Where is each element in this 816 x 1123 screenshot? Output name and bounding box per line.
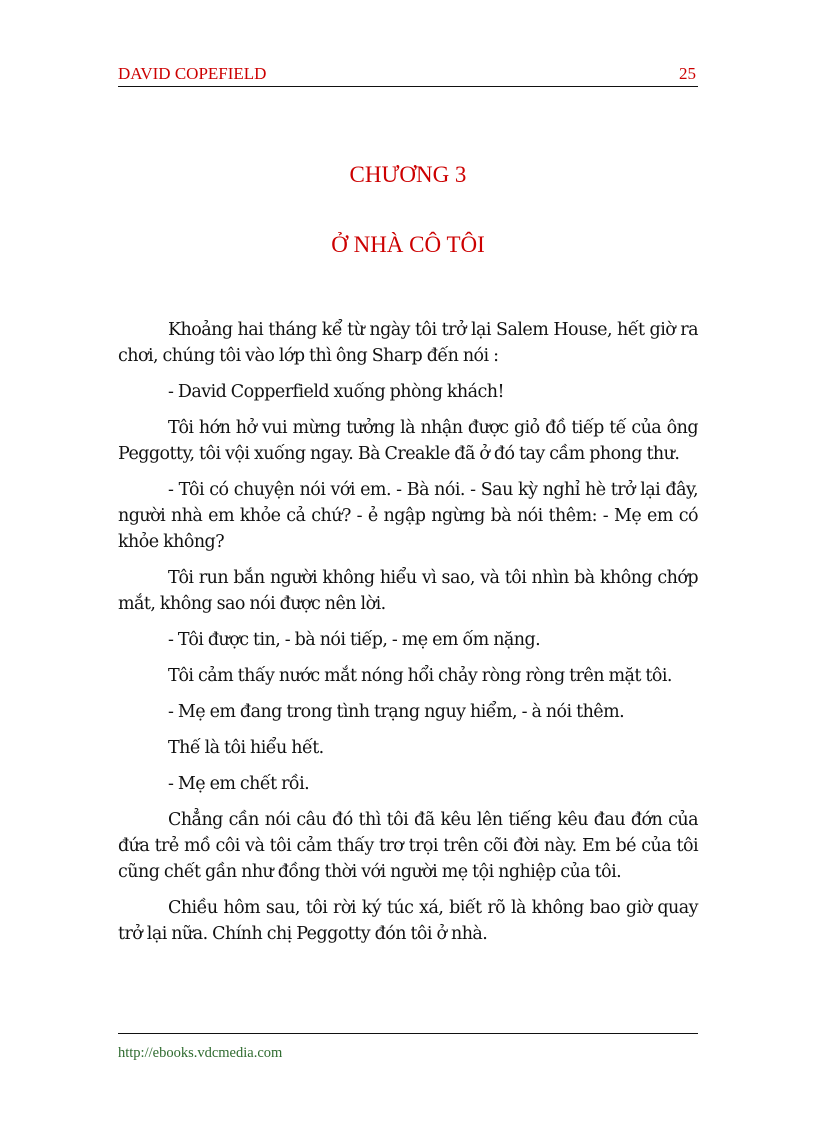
paragraph: - Mẹ em đang trong tình trạng nguy hiểm, - à nói thêm. <box>168 702 625 722</box>
chapter-title: Ở NHÀ CÔ TÔI <box>331 232 485 257</box>
paragraph: - Tôi có chuyện nói với em. - Bà nói. - Sau kỳ nghỉ hè trở lại đây, người nhà em khỏe cả chứ? - ẻ ngập ngừng bà nói thêm: - Mẹ em có khỏe không? <box>118 480 698 552</box>
paragraph: Chiều hôm sau, tôi rời ký túc xá, biết rõ là không bao giờ quay trở lại nữa. Chính chị Peggotty đón tôi ở nhà. <box>118 898 698 944</box>
paragraph: Chẳng cần nói câu đó thì tôi đã kêu lên tiếng kêu đau đớn của đứa trẻ mồ côi và tôi cảm thấy trơ trọi trên cõi đời này. Em bé của tôi cũng chết gần như đồng thời với người mẹ tội nghiệp của tôi. <box>118 810 698 882</box>
source-link[interactable]: http://ebooks.vdcmedia.com <box>118 1045 283 1061</box>
paragraph: Tôi hớn hở vui mừng tưởng là nhận được giỏ đồ tiếp tế của ông Peggotty, tôi vội xuống ngay. Bà Creakle đã ở đó tay cầm phong thư. <box>118 418 698 464</box>
page-header <box>118 62 698 87</box>
paragraph: Tôi cảm thấy nước mắt nóng hổi chảy ròng ròng trên mặt tôi. <box>168 666 672 686</box>
book-title: DAVID COPEFIELD <box>118 64 267 83</box>
page-footer <box>118 1033 698 1063</box>
paragraph: Thế là tôi hiểu hết. <box>168 738 324 758</box>
paragraph: - Mẹ em chết rồi. <box>168 774 310 794</box>
paragraph: Tôi run bắn người không hiểu vì sao, và tôi nhìn bà không chớp mắt, không sao nói được nên lời. <box>118 568 698 614</box>
page-number: 25 <box>679 64 696 83</box>
paragraph: Khoảng hai tháng kể từ ngày tôi trở lại Salem House, hết giờ ra chơi, chúng tôi vào lớp thì ông Sharp đến nói : <box>118 320 698 366</box>
paragraph: - Tôi được tin, - bà nói tiếp, - mẹ em ốm nặng. <box>168 630 541 650</box>
paragraph: - David Copperfield xuống phòng khách! <box>168 382 504 402</box>
chapter-number: CHƯƠNG 3 <box>349 162 467 187</box>
chapter-body <box>118 317 698 957</box>
